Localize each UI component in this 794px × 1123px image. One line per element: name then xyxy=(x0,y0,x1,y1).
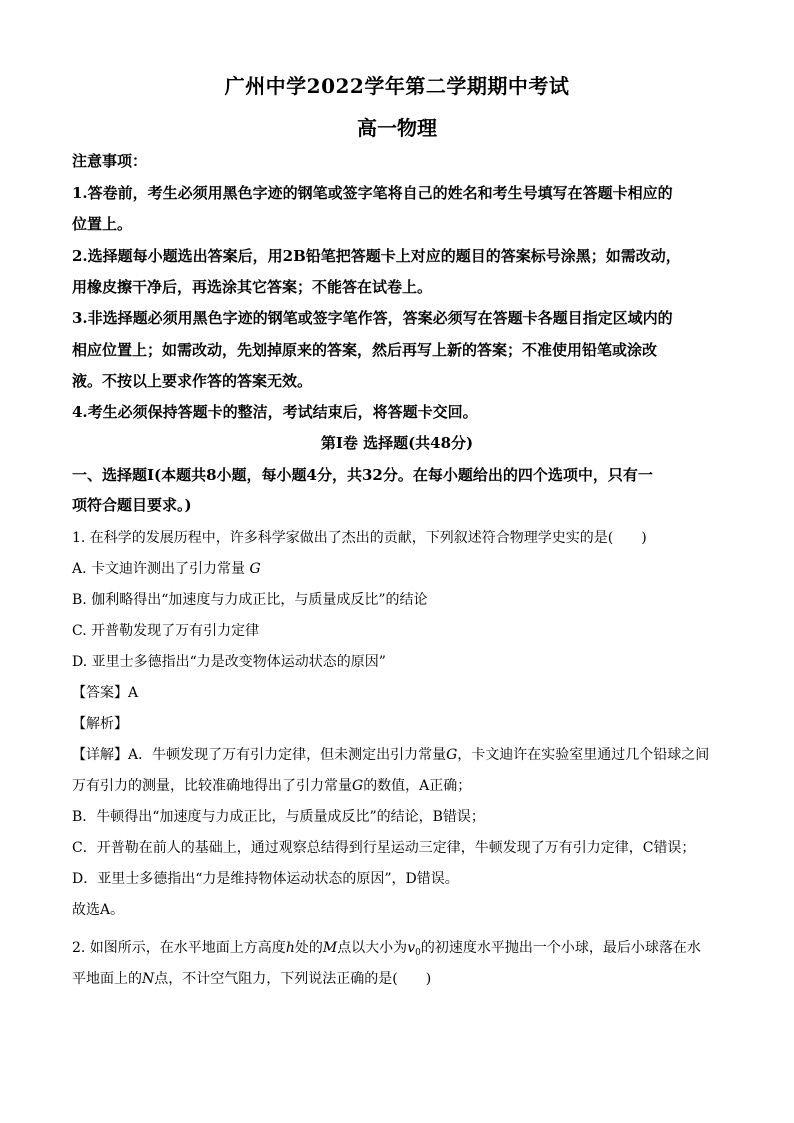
q2-var-N: N xyxy=(142,971,155,987)
detail-a-line-2-pre: 万有引力的测量，比较准确地得出了引力常量 xyxy=(72,778,352,794)
question-1-option-c: C. 开普勒发现了万有引力定律 xyxy=(72,623,260,639)
detail-a-line-1-var: G xyxy=(446,747,458,763)
notice-item-2-line-2: 用橡皮擦干净后，再选涂其它答案；不能答在试卷上。 xyxy=(72,278,433,296)
question-1-option-d: D. 亚里士多德指出“力是改变物体运动状态的原因” xyxy=(72,654,386,670)
q2-var-v: v xyxy=(407,940,416,956)
q2-text-b: 处的 xyxy=(294,940,323,956)
section-heading-line-2: 项符合题目要求。) xyxy=(72,496,192,514)
q2-var-v-subscript: 0 xyxy=(415,948,421,958)
detail-a-line-2 xyxy=(72,775,471,795)
q2-text-f: 点，不计空气阻力，下列说法正确的是( ) xyxy=(154,971,432,987)
notice-item-2-line-1: 2.选择题每小题选出答案后，用2B铅笔把答题卡上对应的题目的答案标号涂黑；如需改动， xyxy=(72,247,681,265)
option-a-text: A. 卡文迪许测出了引力常量 xyxy=(72,561,246,577)
question-1-conclusion: 故选A。 xyxy=(72,902,125,918)
q2-text-e: 平地面上的 xyxy=(72,971,142,987)
exam-title: 广州中学2022学年第二学期期中考试 xyxy=(224,74,570,98)
q2-text-a: 2. 如图所示，在水平地面上方高度 xyxy=(72,940,286,956)
detail-a-line-1 xyxy=(72,744,709,764)
detail-a-line-2-post: 的数值，A正确； xyxy=(363,778,472,794)
question-1-analysis-label: 【解析】 xyxy=(72,716,128,732)
q2-text-d: 的初速度水平抛出一个小球，最后小球落在水 xyxy=(420,940,701,956)
question-1-answer: 【答案】A xyxy=(72,685,139,701)
q2-var-M: M xyxy=(322,940,338,956)
detail-a-line-2-var: G xyxy=(352,778,364,794)
detail-a-line-1-post: ，卡文迪许在实验室里通过几个铅球之间 xyxy=(457,747,710,763)
detail-c: C．开普勒在前人的基础上，通过观察总结得到行星运动三定律，牛顿发现了万有引力定律，C错误； xyxy=(72,840,696,856)
option-a-variable: G xyxy=(249,561,261,577)
exam-subject: 高一物理 xyxy=(357,116,437,140)
section-heading-line-1: 一、选择题Ⅰ(本题共8小题，每小题4分，共32分。在每小题给出的四个选项中，只有一 xyxy=(72,466,653,484)
q2-var-h: h xyxy=(285,940,295,956)
question-2-stem-line-1 xyxy=(72,937,701,958)
q2-text-c: 点以大小为 xyxy=(337,940,408,956)
detail-a-line-1-pre: 【详解】A．牛顿发现了万有引力定律，但未测定出引力常量 xyxy=(72,747,447,763)
notice-item-1-line-2: 位置上。 xyxy=(72,215,133,233)
notice-item-3-line-1: 3.非选择题必须用黑色字迹的钢笔或签字笔作答，答案必须写在答题卡各题目指定区域内的 xyxy=(72,309,673,327)
notice-item-3-line-2: 相应位置上；如需改动，先划掉原来的答案，然后再写上新的答案；不准使用铅笔或涂改 xyxy=(72,341,658,359)
question-2-stem-line-2 xyxy=(72,968,431,988)
question-1-stem: 1. 在科学的发展历程中，许多科学家做出了杰出的贡献，下列叙述符合物理学史实的是( ) xyxy=(72,530,647,546)
notice-heading: 注意事项： xyxy=(72,152,148,170)
notice-item-3-line-3: 液。不按以上要求作答的答案无效。 xyxy=(72,372,313,390)
part-title: 第Ⅰ卷 选择题(共48分) xyxy=(320,434,474,452)
notice-item-4: 4.考生必须保持答题卡的整洁，考试结束后，将答题卡交回。 xyxy=(72,403,478,421)
detail-b: B．牛顿得出“加速度与力成正比，与质量成反比”的结论，B错误； xyxy=(72,809,485,825)
notice-item-1-line-1: 1.答卷前，考生必须用黑色字迹的钢笔或签字笔将自己的姓名和考生号填写在答题卡相应的 xyxy=(72,184,673,202)
detail-d: D．亚里士多德指出“力是维持物体运动状态的原因”，D错误。 xyxy=(72,871,459,887)
question-1-option-a xyxy=(72,558,261,578)
question-1-option-b: B. 伽利略得出“加速度与力成正比，与质量成反比”的结论 xyxy=(72,592,428,608)
